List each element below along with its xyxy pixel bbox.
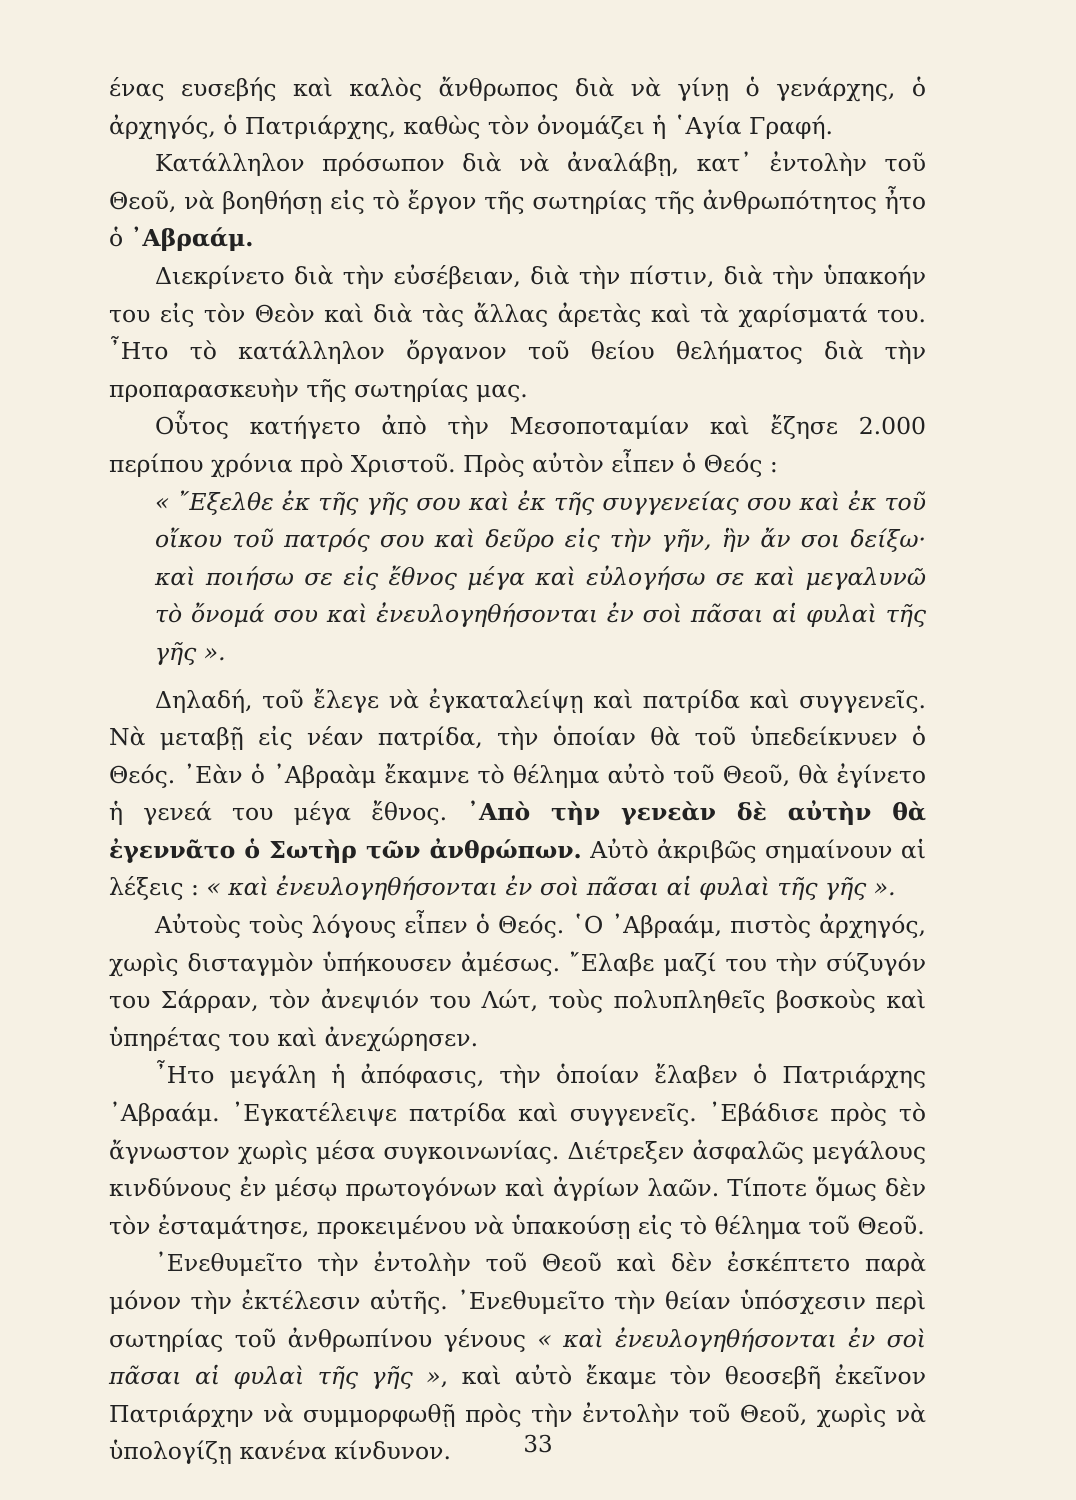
text-run: ᾽Ενεθυμεῖτο τὴν ἐντολὴν τοῦ Θεοῦ καὶ δὲν ἐσκέπτετο παρὰ μόνον τὴν ἐκτέλεσιν αὐτῆς. ᾽Ενεθυμεῖτο τὴν θείαν ὑπόσχεσιν περὶ σωτηρίας τοῦ ἀνθρωπίνου γένους <box>109 1249 926 1353</box>
italic-quote: « καὶ ἐνευλογηθήσονται ἐν σοὶ πᾶσαι αἱ φυλαὶ τῆς γῆς » <box>109 1324 926 1391</box>
paragraph-1 <box>109 70 926 145</box>
text-run: Κατάλληλον πρόσωπον διὰ νὰ ἀναλάβῃ, κατ᾽ ἐντολὴν τοῦ Θεοῦ, νὰ βοηθήσῃ εἰς τὸ ἔργον τῆς σωτηρίας τῆς ἀνθρωπότητος ἦτο ὁ <box>109 149 926 253</box>
text-run: , καὶ αὐτὸ ἔκαμε τὸν θεοσεβῆ ἐκεῖνον Πατριάρχην νὰ συμμορφωθῇ πρὸς τὴν ἐντολὴν τοῦ Θεοῦ, χωρὶς νὰ ὑπολογίζῃ κανένα κίνδυνον. <box>109 1362 926 1466</box>
text-run: Οὗτος κατήγετο ἀπὸ τὴν Μεσοποταμίαν καὶ ἔζησε 2.000 περίπου χρόνια πρὸ Χριστοῦ. Πρὸς αὐτὸν εἶπεν ὁ Θεός : <box>109 412 926 478</box>
paragraph-5 <box>109 682 926 908</box>
page-number: 33 <box>523 1432 553 1458</box>
paragraph-2 <box>109 145 926 258</box>
text-run: Διεκρίνετο διὰ τὴν εὐσέβειαν, διὰ τὴν πίστιν, διὰ τὴν ὑπακοήν του εἰς τὸν Θεὸν καὶ διὰ τὰς ἄλλας ἀρετὰς καὶ τὰ χαρίσματά του. ῏Ητο τὸ κατάλληλον ὄργανον τοῦ θείου θελήματος διὰ τὴν προπαρασκευὴν τῆς σωτηρίας μας. <box>109 261 926 403</box>
body-text <box>109 70 926 1471</box>
text-run: ένας ευσεβής καὶ καλὸς ἄνθρωπος διὰ νὰ γίνῃ ὁ γενάρχης, ὁ ἀρχηγός, ὁ Πατριάρχης, καθὼς τὸν ὀνομάζει ἡ ῾Αγία Γραφή. <box>109 74 926 140</box>
bold-emphasis: ᾽Απὸ τὴν γενεὰν δὲ αὐτὴν θὰ ἐγεννᾶτο ὁ Σωτὴρ τῶν ἀνθρώπων. <box>109 798 926 864</box>
bold-name-abraham: ᾽Αβραάμ. <box>130 224 254 253</box>
quote-text: « ῎Εξελθε ἐκ τῆς γῆς σου καὶ ἐκ τῆς συγγενείας σου καὶ ἐκ τοῦ οἴκου τοῦ πατρός σου καὶ δεῦρο εἰς τὴν γῆν, ἣν ἄν σοι δείξω· καὶ ποιήσω σε εἰς ἔθνος μέγα καὶ εὐλογήσω σε καὶ μεγαλυνῶ τὸ ὄνομά σου καὶ ἐνευλογηθήσονται ἐν σοὶ πᾶσαι αἱ φυλαὶ τῆς γῆς ». <box>155 487 926 666</box>
text-run: Αὐτὸ ἀκριβῶς σημαίνουν αἱ λέξεις : <box>109 835 926 902</box>
italic-quote: « καὶ ἐνευλογηθήσονται ἐν σοὶ πᾶσαι αἱ φυλαὶ τῆς γῆς ». <box>206 873 896 902</box>
scripture-quote <box>109 484 926 672</box>
paragraph-3 <box>109 258 926 408</box>
text-run: ῏Ητο μεγάλη ἡ ἀπόφασις, τὴν ὁποίαν ἔλαβεν ὁ Πατριάρχης ᾽Αβραάμ. ᾽Εγκατέλειψε πατρίδα καὶ συγγενεῖς. ᾽Εβάδισε πρὸς τὸ ἄγνωστον χωρὶς μέσα συγκοινωνίας. Διέτρεξεν ἀσφαλῶς μεγάλους κινδύνους ἐν μέσῳ πρωτογόνων καὶ ἀγρίων λαῶν. Τίποτε ὅμως δὲν τὸν ἐσταμάτησε, προκειμένου νὰ ὑπακούσῃ εἰς τὸ θέλημα τοῦ Θεοῦ. <box>109 1061 926 1240</box>
text-run: Δηλαδή, τοῦ ἔλεγε νὰ ἐγκαταλείψῃ καὶ πατρίδα καὶ συγγενεῖς. Νὰ μεταβῇ εἰς νέαν πατρίδα, τὴν ὁποίαν θὰ τοῦ ὑπεδείκνυεν ὁ Θεός. ᾽Εὰν ὁ ᾽Αβραὰμ ἔκαμνε τὸ θέλημα αὐτὸ τοῦ Θεοῦ, θὰ ἐγίνετο ἡ γενεά του μέγα ἔθνος. <box>109 685 926 827</box>
text-run: Αὐτοὺς τοὺς λόγους εἶπεν ὁ Θεός. ῾Ο ᾽Αβραάμ, πιστὸς ἀρχηγός, χωρὶς δισταγμὸν ὑπήκουσεν ἀμέσως. ῎Ελαβε μαζί του τὴν σύζυγόν του Σάρραν, τὸν ἀνεψιόν του Λώτ, τοὺς πολυπληθεῖς βοσκοὺς καὶ ὑπηρέτας του καὶ ἀνεχώρησεν. <box>109 911 926 1052</box>
paragraph-7 <box>109 1057 926 1245</box>
paragraph-6 <box>109 907 926 1057</box>
paragraph-4 <box>109 408 926 483</box>
